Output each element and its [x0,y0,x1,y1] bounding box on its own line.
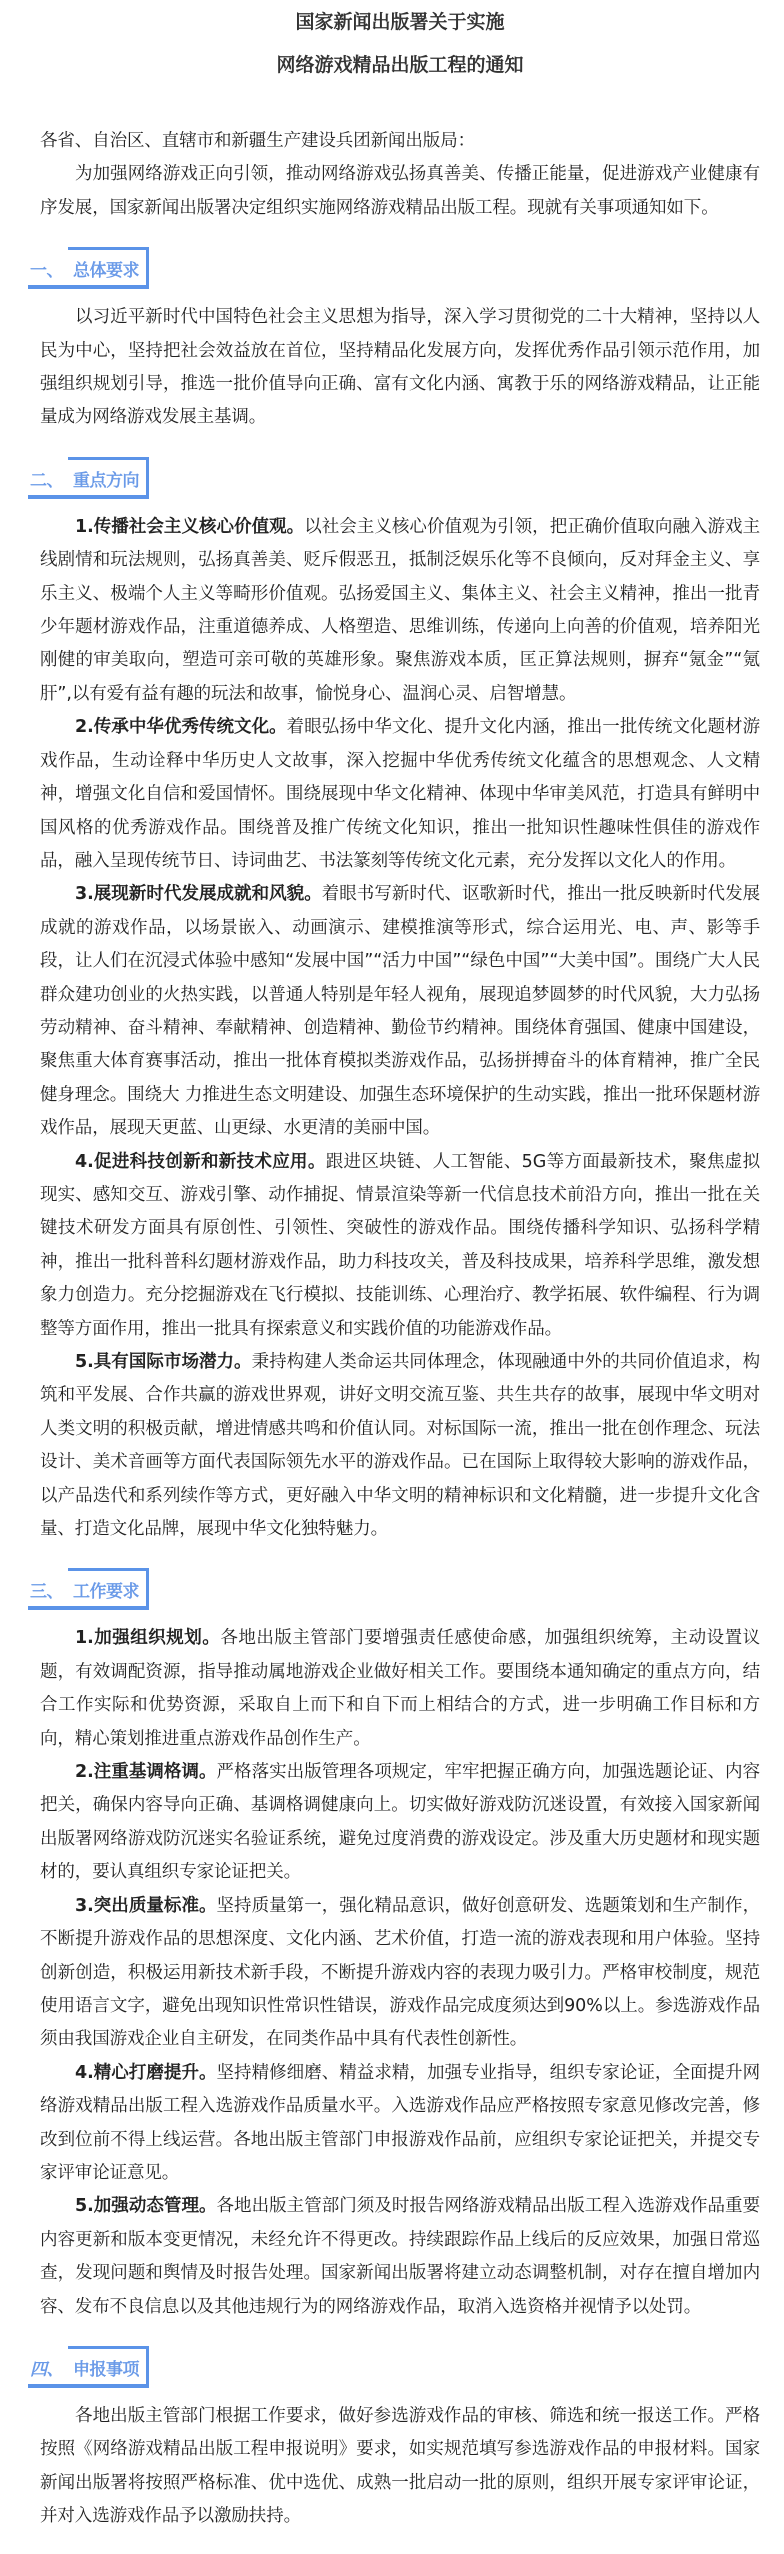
section-title: 重点方向 [73,470,139,491]
paragraph-lead: 1.加强组织规划。 [75,1628,221,1649]
section-heading-general-requirements [28,247,149,289]
paragraph-lead: 3.突出质量标准。 [75,1895,217,1916]
section-number: 二、 [30,470,63,491]
paragraph: 2.传承中华优秀传统文化。着眼弘扬中华文化、提升文化内涵，推出一批传统文化题材游戏作品，生动诠释中华历史人文故事，深入挖掘中华优秀传统文化蕴含的思想观念、人文精神，增强文化自信和爱国情怀。围绕展现中华文化精神、体现中华审美风范，打造具有鲜明中国风格的优秀游戏作品。围绕普及推广传统文化知识，推出一批知识性趣味性俱佳的游戏作品，融入呈现传统节日、诗词曲艺、书法篆刻等传统文化元素，充分发挥以文化人的作用。 [40,717,760,871]
paragraph: 5.具有国际市场潜力。秉持构建人类命运共同体理念，体现融通中外的共同价值追求，构筑和平发展、合作共赢的游戏世界观，讲好文明交流互鉴、共生共存的故事，展现中华文明对人类文明的积极贡献，增进情感共鸣和价值认同。对标国际一流，推出一批在创作理念、玩法设计、美术音画等方面代表国际领先水平的游戏作品。已在国际上取得较大影响的游戏作品，以产品迭代和系列续作等方式，更好融入中华文明的精神标识和文化精髓，进一步提升文化含量、打造文化品牌，展现中华文化独特魅力。 [40,1352,760,1540]
paragraph: 4.精心打磨提升。坚持精修细磨、精益求精，加强专业指导，组织专家论证，全面提升网络游戏精品出版工程入选游戏作品质量水平。入选游戏作品应严格按照专家意见修改完善，修改到位前不得上线运营。各地出版主管部门申报游戏作品前，应组织专家论证把关，并提交专家评审论证意见。 [40,2062,760,2183]
section-heading-application-matters [28,2346,149,2388]
paragraph-lead: 2.注重基调格调。 [75,1762,217,1783]
paragraph-lead: 1.传播社会主义核心价值观。 [75,516,305,537]
salutation: 各省、自治区、直辖市和新疆生产建设兵团新闻出版局： [40,131,475,151]
section-title: 总体要求 [73,261,139,282]
paragraph: 3.突出质量标准。坚持质量第一，强化精品意识，做好创意研发、选题策划和生产制作，不断提升游戏作品的思想深度、文化内涵、艺术价值，打造一流的游戏表现和用户体验。坚持创新创造，积极运用新技术新手段，不断提升游戏内容的表现力吸引力。严格审校制度，规范使用语言文字，避免出现知识性常识性错误，游戏作品完成度须达到90%以上。参选游戏作品须由我国游戏企业自主研发，在同类作品中具有代表性创新性。 [40,1895,760,2050]
title-line-1: 国家新闻出版署关于实施 [295,11,505,33]
paragraph: 5.加强动态管理。各地出版主管部门须及时报告网络游戏精品出版工程入选游戏作品重要内容更新和版本变更情况，未经允许不得更改。持续跟踪作品上线后的反应效果，加强日常巡查，发现问题和舆情及时报告处理。国家新闻出版署将建立动态调整机制，对存在擅自增加内容、发布不良信息以及其他违规行为的网络游戏作品，取消入选资格并视情予以处罚。 [40,2196,760,2317]
section-number: 一、 [30,261,63,282]
paragraph: 1.传播社会主义核心价值观。以社会主义核心价值观为引领，把正确价值取向融入游戏主线剧情和玩法规则，弘扬真善美、贬斥假恶丑，抵制泛娱乐化等不良倾向，反对拜金主义、享乐主义、极端个人主义等畸形价值观。弘扬爱国主义、集体主义、社会主义精神，推出一批青少年题材游戏作品，注重道德养成、人格塑造、思维训练，传递向上向善的价值观，培养阳光刚健的审美取向，塑造可亲可敬的英雄形象。聚焦游戏本质，匡正算法规则，摒弃“氪金”“氪肝”,以有爱有益有趣的玩法和故事，愉悦身心、温润心灵、启智增慧。 [40,516,760,704]
title-line-2: 网络游戏精品出版工程的通知 [276,54,524,76]
paragraph-lead: 5.具有国际市场潜力。 [75,1352,252,1372]
paragraph: 4.促进科技创新和新技术应用。跟进区块链、人工智能、5G等方面最新技术，聚焦虚拟现实、感知交互、游戏引擎、动作捕捉、情景渲染等新一代信息技术前沿方向，推出一批在关键技术研发方面具有原创性、引领性、突破性的游戏作品。围绕传播科学知识、弘扬科学精神，推出一批科普科幻题材游戏作品，助力科技攻关，普及科技成果，培养科学思维，激发想象力创造力。充分挖掘游戏在飞行模拟、技能训练、心理治疗、教学拓展、软件编程、行为调整等方面作用，推出一批具有探索意义和实践价值的功能游戏作品。 [40,1151,760,1339]
paragraph: 2.注重基调格调。严格落实出版管理各项规定，牢牢把握正确方向，加强选题论证、内容把关，确保内容导向正确、基调格调健康向上。切实做好游戏防沉迷设置，有效接入国家新闻出版署网络游戏防沉迷实名验证系统，避免过度消费的游戏设定。涉及重大历史题材和现实题材的，要认真组织专家论证把关。 [40,1762,760,1883]
section-number: 四、 [30,2359,63,2380]
section-heading-work-requirements [28,1568,149,1610]
paragraph-lead: 4.促进科技创新和新技术应用。 [75,1151,326,1172]
paragraph-lead: 5.加强动态管理。 [75,2196,217,2217]
paragraph-lead: 4.精心打磨提升。 [75,2062,217,2083]
paragraph: 以习近平新时代中国特色社会主义思想为指导，深入学习贯彻党的二十大精神，坚持以人民为中心，坚持把社会效益放在首位，坚持精品化发展方向，发挥优秀作品引领示范作用，加强组织规划引导，推选一批价值导向正确、富有文化内涵、寓教于乐的网络游戏精品，让正能量成为网络游戏发展主基调。 [40,307,760,428]
paragraph: 3.展现新时代发展成就和风貌。着眼书写新时代、讴歌新时代，推出一批反映新时代发展成就的游戏作品，以场景嵌入、动画演示、建模推演等形式，综合运用光、电、声、影等手段，让人们在沉浸式体验中感知“发展中国”“活力中国”“绿色中国”“大美中国”。围绕广大人民群众建功创业的火热实践，以普通人特别是年轻人视角，展现追梦圆梦的时代风貌，大力弘扬劳动精神、奋斗精神、奉献精神、创造精神、勤俭节约精神。围绕体育强国、健康中国建设，聚焦重大体育赛事活动，推出一批体育模拟类游戏作品，弘扬拼搏奋斗的体育精神，推广全民健身理念。围绕大 力推进生态文明建设、加强生态环境保护的生动实践，推出一批环保题材游戏作品，展现天更蓝、山更绿、水更清的美丽中国。 [40,884,760,1139]
section-title: 申报事项 [73,2359,139,2380]
document-title [40,0,760,87]
section-title: 工作要求 [73,1582,139,1603]
section-heading-key-directions [28,457,149,499]
paragraph: 各地出版主管部门根据工作要求，做好参选游戏作品的审核、筛选和统一报送工作。严格按照《网络游戏精品出版工程申报说明》要求，如实规范填写参选游戏作品的申报材料。国家新闻出版署将按照严格标准、优中选优、成熟一批启动一批的原则，组织开展专家评审论证，并对入选游戏作品予以激励扶持。 [40,2405,760,2527]
intro-paragraph: 为加强网络游戏正向引领，推动网络游戏弘扬真善美、传播正能量，促进游戏产业健康有序发展，国家新闻出版署决定组织实施网络游戏精品出版工程。现就有关事项通知如下。 [40,164,760,218]
paragraph-lead: 3.展现新时代发展成就和风貌。 [75,884,322,905]
paragraph-lead: 2.传承中华优秀传统文化。 [75,717,287,738]
section-number: 三、 [30,1582,63,1603]
paragraph: 1.加强组织规划。各地出版主管部门要增强责任感使命感，加强组织统筹，主动设置议题，有效调配资源，指导推动属地游戏企业做好相关工作。要围绕本通知确定的重点方向，结合工作实际和优势资源，采取自上而下和自下而上相结合的方式，进一步明确工作目标和方向，精心策划推进重点游戏作品创作生产。 [40,1628,760,1749]
